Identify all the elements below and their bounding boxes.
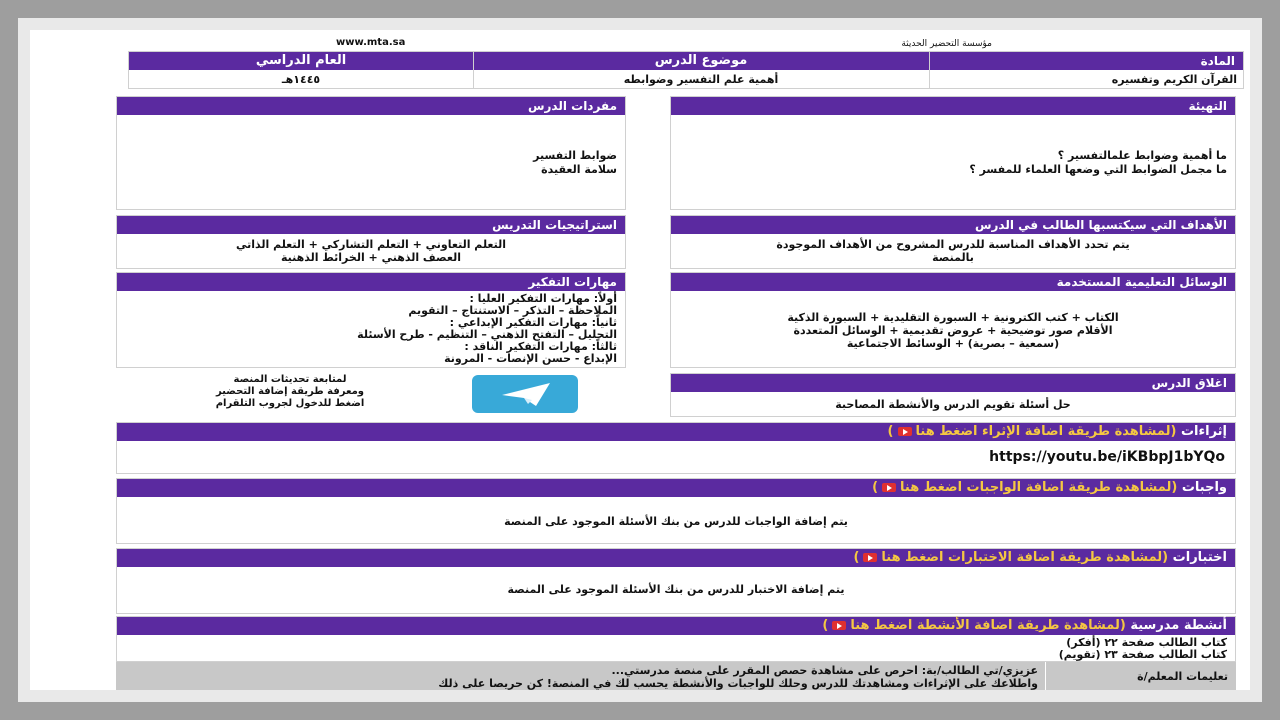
- youtube-icon: [898, 427, 912, 436]
- goals-section: [670, 215, 1236, 269]
- telegram-text-1[interactable]: لمتابعة تحديثات المنصة: [233, 374, 347, 385]
- teacher-line-1: عزيزي/تي الطالب/بة: احرص على مشاهدة حصص المقرر على منصة مدرستي...: [611, 664, 1038, 677]
- year-label: العام الدراسي: [129, 52, 473, 70]
- thinking-line-3: ثانياً: مهارات التفكير الإبداعي :: [449, 316, 617, 329]
- subject-box: [928, 51, 1244, 89]
- teacher-section: [116, 662, 1236, 690]
- goals-title: الأهداف التي سيكتسبها الطالب في الدرس: [671, 216, 1235, 234]
- subject-value: القرآن الكريم وتفسيره: [1111, 73, 1237, 86]
- strategies-section: [116, 215, 626, 269]
- site-logo-right: مؤسسة التحضير الحديثة: [901, 39, 992, 49]
- intro-section: [670, 96, 1236, 210]
- thinking-line-5: ثالثاً: مهارات التفكير الناقد :: [464, 340, 617, 353]
- youtube-icon: [863, 553, 877, 562]
- vocab-line-2: سلامة العقيدة: [541, 163, 617, 176]
- telegram-button[interactable]: [472, 375, 578, 413]
- youtube-icon: [882, 483, 896, 492]
- strategies-title: استراتيجيات التدريس: [117, 216, 625, 234]
- enrich-video-link[interactable]: (لمشاهدة طريقة اضافة الإثراء اضغط هنا): [887, 424, 1177, 439]
- tests-section: [116, 548, 1236, 614]
- teacher-label: تعليمات المعلم/ة: [1137, 670, 1228, 683]
- activities-header: [117, 617, 1235, 635]
- strategies-line-1: التعلم التعاوني + التعلم التشاركي + التعلم الذاتي: [235, 238, 507, 251]
- lesson-plan-page: [30, 30, 1250, 690]
- media-section: [670, 272, 1236, 368]
- thinking-line-4: التحليل – التفتح الذهني – التنظيم - طرح الأسئلة: [357, 328, 617, 341]
- closing-section: [670, 373, 1236, 417]
- homework-title: واجبات: [1181, 480, 1227, 495]
- intro-line-1: ما أهمية وضوابط علمالتفسير ؟: [1057, 149, 1227, 162]
- tests-video-link[interactable]: (لمشاهدة طريقة اضافة الاختبارات اضغط هنا): [853, 550, 1169, 565]
- subject-label: المادة: [929, 52, 1243, 70]
- activities-title: أنشطة مدرسية: [1130, 618, 1227, 633]
- thinking-line-1: أولاً: مهارات التفكير العليا :: [469, 292, 617, 305]
- thinking-line-6: الإبداع - حسن الإنصات - المرونة: [444, 352, 617, 365]
- thinking-title: مهارات التفكير: [117, 273, 625, 291]
- youtube-icon: [832, 621, 846, 630]
- site-url[interactable]: www.mta.sa: [336, 37, 406, 48]
- activities-line-1: كتاب الطالب صفحة ٢٢ (أفكر): [1066, 636, 1227, 649]
- vocab-title: مفردات الدرس: [117, 97, 625, 115]
- telegram-text-2[interactable]: ومعرفة طريقة إضافة التحضير: [215, 386, 365, 397]
- tests-text: يتم إضافة الاختبار للدرس من بنك الأسئلة الموجود على المنصة: [507, 583, 845, 596]
- year-value: ١٤٤٥هـ: [281, 73, 321, 86]
- intro-line-2: ما مجمل الضوابط التي وضعها العلماء للمفسر ؟: [969, 163, 1227, 176]
- enrich-url[interactable]: https://youtu.be/iKBbpJ1bYQo: [989, 449, 1225, 465]
- homework-text: يتم إضافة الواجبات للدرس من بنك الأسئلة الموجود على المنصة: [504, 515, 848, 528]
- homework-video-link[interactable]: (لمشاهدة طريقة اضافة الواجبات اضغط هنا): [872, 480, 1178, 495]
- tests-header: [117, 549, 1235, 567]
- media-line-2: الأقلام صور توضيحية + عروض تقديمية + الوسائل المتعددة: [793, 324, 1113, 337]
- strategies-line-2: العصف الذهني + الخرائط الذهنية: [281, 251, 461, 264]
- enrich-section: [116, 422, 1236, 474]
- enrich-header: [117, 423, 1235, 441]
- closing-text: حل أسئلة تقويم الدرس والأنشطة المصاحبة: [835, 398, 1071, 411]
- thinking-section: [116, 272, 626, 368]
- telegram-text-3[interactable]: اضغط للدخول لجروب التلقرام: [215, 398, 365, 409]
- topic-label: موضوع الدرس: [473, 52, 929, 70]
- media-title: الوسائل التعليمية المستخدمة: [671, 273, 1235, 291]
- media-line-3: (سمعية – بصرية) + الوسائط الاجتماعية: [846, 337, 1060, 350]
- enrich-title: إثراءات: [1180, 424, 1227, 439]
- vocab-section: [116, 96, 626, 210]
- vocab-line-1: ضوابط التفسير: [533, 149, 617, 162]
- thinking-line-2: الملاحظة – التذكر – الاستنتاج – التقويم: [408, 304, 617, 317]
- activities-line-2: كتاب الطالب صفحة ٢٣ (تقويم): [1058, 648, 1227, 661]
- intro-title: التهيئة: [671, 97, 1235, 115]
- telegram-icon: [472, 375, 578, 413]
- activities-video-link[interactable]: (لمشاهدة طريقة اضافة الأنشطة اضغط هنا): [822, 618, 1126, 633]
- topic-value: أهمية علم التفسير وضوابطه: [623, 73, 779, 86]
- goals-line-2: بالمنصة: [932, 251, 974, 264]
- tests-title: اختبارات: [1172, 550, 1227, 565]
- closing-title: اغلاق الدرس: [671, 374, 1235, 392]
- teacher-line-2: واطلاعك على الإثراءات ومشاهدتك للدرس وحلك للواجبات والأنشطة يحسب لك في المنصة! كن حريصا على ذلك: [438, 677, 1038, 690]
- homework-section: [116, 478, 1236, 544]
- year-box: [128, 51, 474, 89]
- topic-box: [472, 51, 930, 89]
- homework-header: [117, 479, 1235, 497]
- media-line-1: الكتاب + كتب الكترونية + السبورة التقليدية + السبورة الذكية: [787, 311, 1119, 324]
- teacher-divider: [1045, 662, 1046, 690]
- activities-section: [116, 616, 1236, 662]
- goals-line-1: يتم تحدد الأهداف المناسبة للدرس المشروح من الأهداف الموجودة: [776, 238, 1130, 251]
